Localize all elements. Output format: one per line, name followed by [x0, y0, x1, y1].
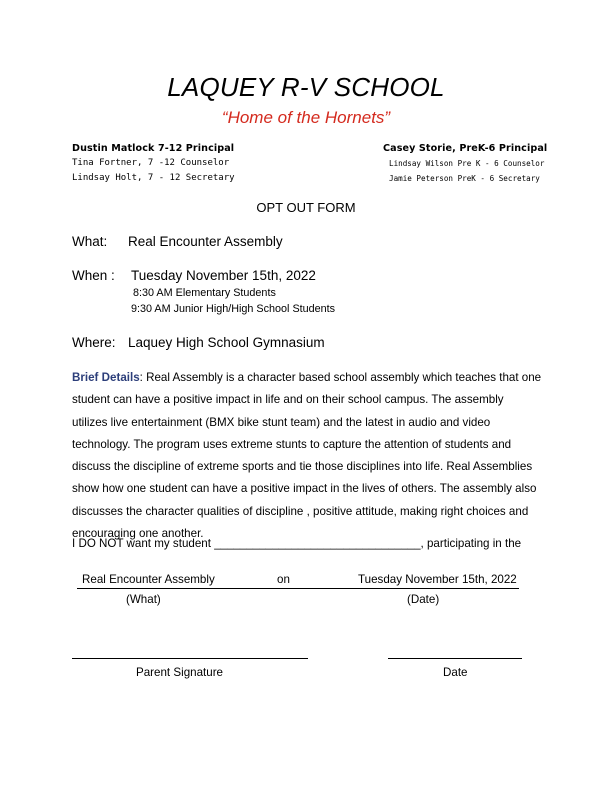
- signature-date-caption: Date: [443, 666, 468, 679]
- where-label: Where:: [72, 335, 116, 350]
- brief-details-label: Brief Details: [72, 371, 140, 384]
- what-value: Real Encounter Assembly: [128, 234, 283, 249]
- event-on: on: [277, 573, 290, 586]
- counselor-7-12: Tina Fortner, 7 -12 Counselor: [72, 158, 230, 168]
- form-title: OPT OUT FORM: [256, 200, 356, 215]
- date-caption: (Date): [407, 593, 440, 606]
- what-caption: (What): [126, 593, 161, 606]
- student-name-blank[interactable]: ________________________________: [214, 537, 421, 550]
- principal-prek-6: Casey Storie, PreK-6 Principal: [383, 143, 548, 154]
- when-value: Tuesday November 15th, 2022: [131, 268, 316, 283]
- secretary-prek-6: Jamie Peterson PreK - 6 Secretary: [389, 174, 540, 183]
- principal-7-12: Dustin Matlock 7-12 Principal: [72, 143, 235, 154]
- opt-out-prefix: I DO NOT want my student: [72, 537, 211, 550]
- school-tagline: “Home of the Hornets”: [221, 108, 391, 127]
- what-label: What:: [72, 234, 108, 249]
- when-label: When :: [72, 268, 115, 283]
- high-school-time: 9:30 AM Junior High/High School Students: [131, 303, 336, 315]
- where-value: Laquey High School Gymnasium: [128, 335, 325, 350]
- counselor-prek-6: Lindsay Wilson Pre K - 6 Counselor: [389, 159, 545, 168]
- school-name: LAQUEY R-V SCHOOL: [167, 72, 445, 102]
- event-name: Real Encounter Assembly: [82, 573, 215, 586]
- event-date: Tuesday November 15th, 2022: [358, 573, 517, 586]
- signature-date-line[interactable]: [388, 658, 522, 659]
- parent-signature-line[interactable]: [72, 658, 308, 659]
- elementary-time: 8:30 AM Elementary Students: [133, 287, 276, 299]
- event-underline: [77, 588, 519, 589]
- parent-signature-caption: Parent Signature: [136, 666, 224, 679]
- brief-details: [72, 367, 542, 545]
- opt-out-suffix: , participating in the: [420, 537, 522, 550]
- opt-out-statement: [72, 537, 521, 550]
- secretary-7-12: Lindsay Holt, 7 - 12 Secretary: [72, 173, 235, 183]
- brief-details-text: : Real Assembly is a character based school assembly which teaches that one student can have a positive impact in life and on their school campus. The assembly utilizes live entertainment (BMX bike stunt team) and the latest in audio and video technology. The program uses extreme stunts to capture the attention of students and discuss the discipline of extreme sports and tie those disciplines into life. Real Assemblies show how one student can have a positive impact in the lives of others. The assembly also discusses the character qualities of discipline , positive attitude, making right choices and encouraging one another.: [72, 371, 542, 541]
